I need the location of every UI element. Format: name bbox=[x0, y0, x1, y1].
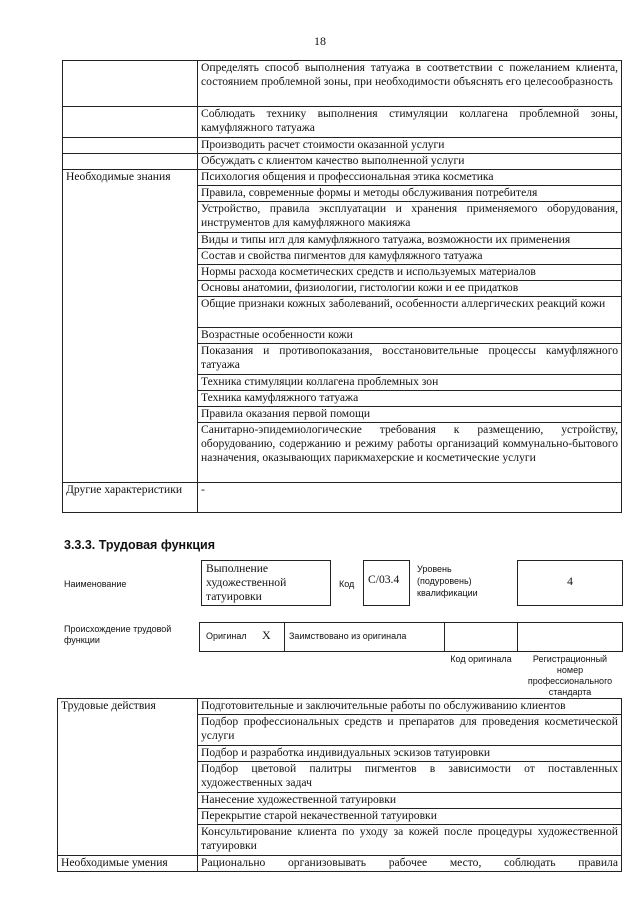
original-label: Оригинал bbox=[206, 631, 247, 641]
code-original-caption: Код оригинала bbox=[450, 654, 512, 664]
knowledge-row: Санитарно-эпидемиологические требования к размещению, устройству, оборудованию, содержанию и режиму работы организаций коммунально-бытового назначения, оказывающих парикмахерские и косметические услуги bbox=[198, 423, 622, 483]
origin-table bbox=[199, 622, 623, 652]
knowledge-table bbox=[62, 60, 622, 513]
page-number: 18 bbox=[314, 34, 326, 48]
knowledge-row: Техника камуфляжного татуажа bbox=[198, 391, 622, 407]
section-heading: 3.3.3. Трудовая функция bbox=[64, 538, 216, 552]
reg-number-caption: Регистрационный номер профессионального стандарта bbox=[527, 654, 613, 697]
original-mark: X bbox=[262, 628, 271, 642]
label-cell bbox=[63, 154, 198, 170]
skill-row: Рационально организовывать рабочее место, соблюдать правила bbox=[198, 856, 622, 872]
divider bbox=[517, 623, 518, 651]
knowledge-row: Общие признаки кожных заболеваний, особенности аллергических реакций кожи bbox=[198, 297, 622, 328]
skill-row: Определять способ выполнения татуажа в соответствии с пожеланием клиента, состоянием проблемной зоны, при необходимости объяснять его целесообразность bbox=[198, 61, 622, 107]
actions-table bbox=[57, 698, 622, 872]
actions-label: Трудовые действия bbox=[58, 699, 198, 856]
name-label: Наименование bbox=[64, 579, 127, 589]
code-value: C/03.4 bbox=[368, 573, 400, 586]
code-label: Код bbox=[339, 579, 355, 589]
action-row: Перекрытие старой некачественной татуировки bbox=[198, 809, 622, 825]
function-name-box bbox=[201, 560, 331, 606]
skill-row: Соблюдать технику выполнения стимуляции коллагена проблемной зоны, камуфляжного татуажа bbox=[198, 107, 622, 138]
function-name-value: Выполнение художественной татуировки bbox=[206, 562, 287, 603]
action-row: Консультирование клиента по уходу за кожей после процедуры художественной татуировки bbox=[198, 825, 622, 856]
level-box bbox=[517, 560, 623, 606]
knowledge-row: Показания и противопоказания, восстановительные процессы камуфляжного татуажа bbox=[198, 344, 622, 375]
knowledge-row: Виды и типы игл для камуфляжного татуажа, возможности их применения bbox=[198, 233, 622, 249]
skills-label: Необходимые умения bbox=[58, 856, 198, 872]
label-cell bbox=[63, 107, 198, 138]
label-cell bbox=[63, 61, 198, 107]
knowledge-row: Возрастные особенности кожи bbox=[198, 328, 622, 344]
knowledge-row: Психология общения и профессиональная этика косметика bbox=[198, 170, 622, 186]
skill-row: Производить расчет стоимости оказанной услуги bbox=[198, 138, 622, 154]
knowledge-row: Правила оказания первой помощи bbox=[198, 407, 622, 423]
knowledge-row: Нормы расхода косметических средств и используемых материалов bbox=[198, 265, 622, 281]
knowledge-label: Необходимые знания bbox=[63, 170, 198, 483]
code-box bbox=[363, 560, 410, 606]
knowledge-row: Состав и свойства пигментов для камуфляжного татуажа bbox=[198, 249, 622, 265]
other-characteristics-value: - bbox=[198, 483, 622, 513]
action-row: Нанесение художественной татуировки bbox=[198, 793, 622, 809]
level-label: Уровень (подуровень) квалификации bbox=[417, 564, 478, 598]
action-row: Подбор цветовой палитры пигментов в зависимости от поставленных художественных задач bbox=[198, 762, 622, 793]
label-cell bbox=[63, 138, 198, 154]
other-characteristics-label: Другие характеристики bbox=[63, 483, 198, 513]
knowledge-row: Устройство, правила эксплуатации и хранения применяемого оборудования, инструментов для камуфляжного макияжа bbox=[198, 202, 622, 233]
action-row: Подготовительные и заключительные работы по обслуживанию клиентов bbox=[198, 699, 622, 715]
skill-row: Обсуждать с клиентом качество выполненной услуги bbox=[198, 154, 622, 170]
divider bbox=[444, 623, 445, 651]
borrowed-label: Заимствовано из оригинала bbox=[289, 631, 407, 641]
action-row: Подбор и разработка индивидуальных эскизов татуировки bbox=[198, 746, 622, 762]
action-row: Подбор профессиональных средств и препаратов для проведения косметической услуги bbox=[198, 715, 622, 746]
origin-label: Происхождение трудовой функции bbox=[64, 624, 172, 645]
knowledge-row: Техника стимуляции коллагена проблемных зон bbox=[198, 375, 622, 391]
level-value: 4 bbox=[567, 575, 573, 588]
knowledge-row: Основы анатомии, физиологии, гистологии кожи и ее придатков bbox=[198, 281, 622, 297]
divider bbox=[284, 623, 285, 651]
knowledge-row: Правила, современные формы и методы обслуживания потребителя bbox=[198, 186, 622, 202]
